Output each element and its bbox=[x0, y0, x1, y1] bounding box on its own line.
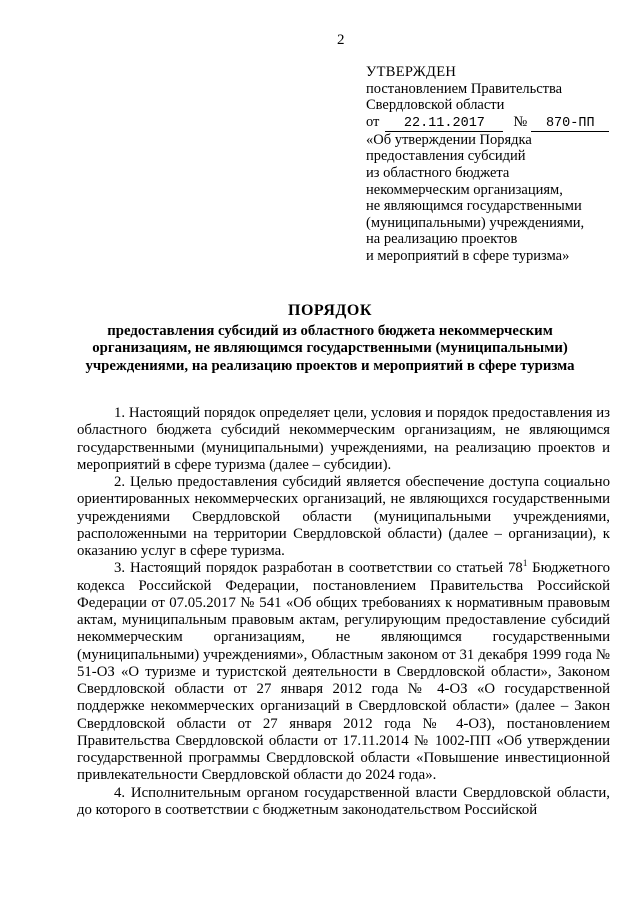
approval-title-line: «Об утверждении Порядка bbox=[366, 131, 532, 148]
approval-stamp bbox=[366, 64, 626, 265]
document-subtitle: предоставления субсидий из областного бюджета некоммерческим организациям, не являющимся государственными (муниципальными) учреждениями, на реализацию проектов и мероприятий в сфере туризма bbox=[85, 323, 575, 374]
approval-line-2: Свердловской области bbox=[366, 97, 505, 114]
approval-line-1: постановлением Правительства bbox=[366, 80, 563, 97]
approval-heading: УТВЕРЖДЕН bbox=[366, 64, 457, 80]
approval-title-line: на реализацию проектов bbox=[366, 231, 518, 248]
approval-title-line: не являющимся государственными bbox=[366, 198, 582, 215]
paragraph-4: 4. Исполнительным органом государственной власти Свердловской области, до которого в соответствии с бюджетным законодательством Российской bbox=[77, 784, 610, 818]
article-superscript: 1 bbox=[522, 558, 528, 569]
document-heading: ПОРЯДОК bbox=[288, 302, 372, 319]
paragraph-1: 1. Настоящий порядок определяет цели, условия и порядок предоставления из областного бюджета субсидий некоммерческим организациям, не являющимся государственными (муниципальными) учреждениями, на реализацию проектов и мероприятий в сфере туризма (далее – субсидии). bbox=[77, 405, 610, 473]
page-number: 2 bbox=[337, 32, 345, 48]
approval-title-line: предоставления субсидий bbox=[366, 148, 526, 165]
approval-title-line: и мероприятий в сфере туризма» bbox=[366, 247, 570, 264]
approval-date: 22.11.2017 bbox=[385, 117, 503, 132]
approval-title-line: (муниципальными) учреждениями, bbox=[366, 214, 585, 231]
approval-title-line: некоммерческим организациям, bbox=[366, 181, 563, 198]
approval-number: 870-ПП bbox=[531, 117, 609, 132]
paragraph-3-start: 3. Настоящий порядок разработан в соответствии со статьей 78 bbox=[114, 560, 523, 577]
document-body bbox=[77, 405, 610, 819]
approval-date-line bbox=[366, 114, 626, 132]
paragraph-3-end: Бюджетного кодекса Российской Федерации, постановлением Правительства Российской Федерации от 07.05.2017 № 541 «Об общих требованиях к нормативным правовым актам, муниципальным правовым актам, регулирующим предоставление субсидий некоммерческим организациям, не являющимся государственными (муниципальными) учреждениями», Областным законом от 31 декабря 1999 года № 51-ОЗ «О туризме и туристской деятельности в Свердловской области», Законом Свердловской области от 27 января 2012 года № 4-ОЗ «О государственной поддержке некоммерческих организаций в Свердловской области» (далее – Закон Свердловской области от 27 января 2012 года № 4-ОЗ), постановлением Правительства Свердловской области от 17.11.2014 № 1002-ПП «Об утверждении государственной программы Свердловской области «Повышение инвестиционной привлекательности Свердловской области до 2024 года». bbox=[77, 560, 610, 784]
document-title-block bbox=[70, 302, 590, 375]
paragraph-2: 2. Целью предоставления субсидий является обеспечение доступа социально ориентированных некоммерческих организаций, не являющихся государственными учреждениями Свердловской области (муниципальными учреждениями, расположенными на территории Свердловской области) (далее – организации), к оказанию услуг в сфере туризма. bbox=[77, 474, 610, 559]
date-prefix: от bbox=[366, 113, 380, 130]
approval-title-line: из областного бюджета bbox=[366, 164, 510, 181]
number-prefix: № bbox=[513, 113, 528, 130]
paragraph-3 bbox=[77, 560, 610, 784]
